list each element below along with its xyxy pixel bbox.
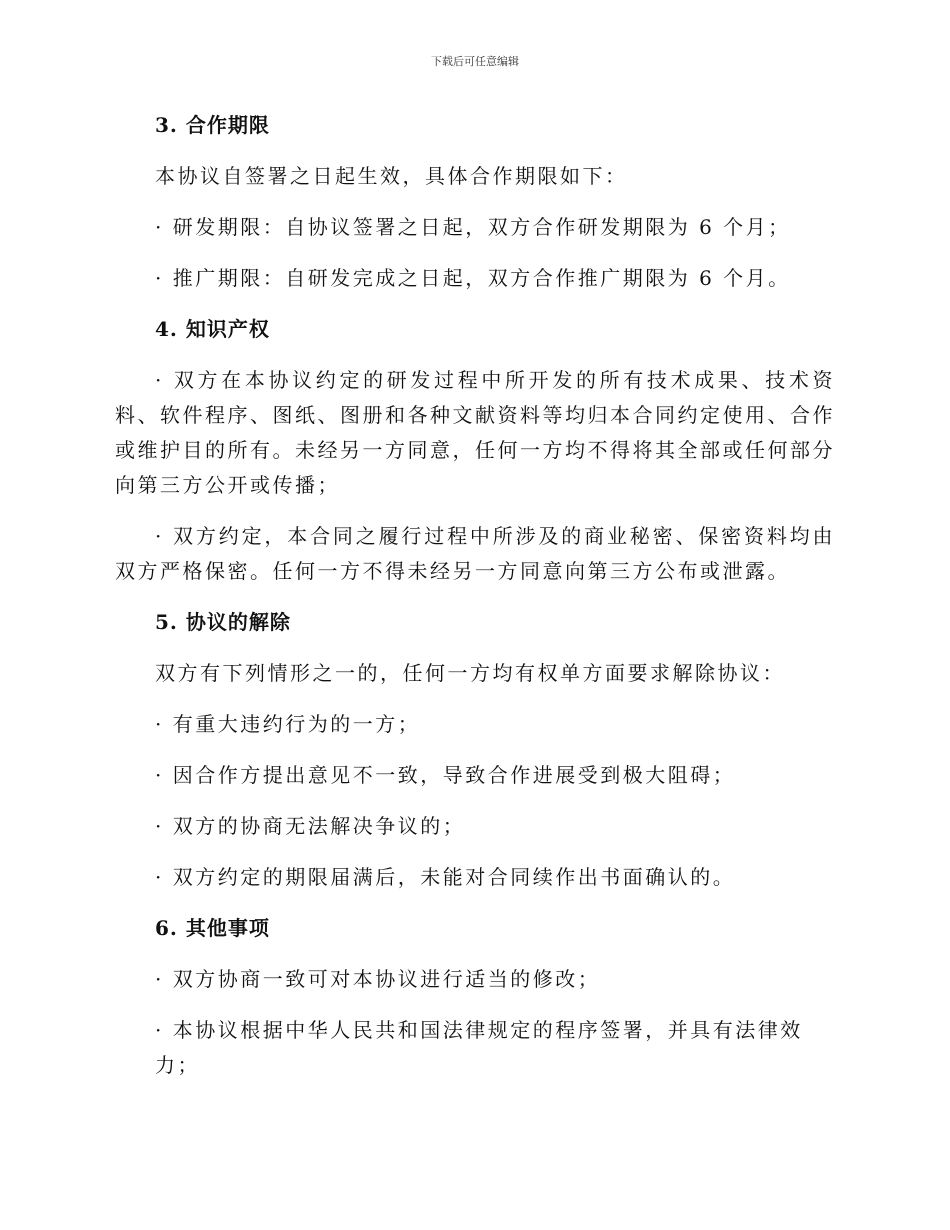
section-heading-other: 6. 其他事项	[155, 916, 270, 940]
ip-ownership-paragraph: · 双方在本协议约定的研发过程中所开发的所有技术成果、技术资料、软件程序、图纸、图册和各种文献资料等均归本合同约定使用、合作或维护目的所有。未经另一方同意，任何一方均不得将其全部或任何部分向第三方公开或传播；	[115, 368, 835, 497]
termination-item-expiry: · 双方约定的期限届满后，未能对合同续作出书面确认的。	[155, 865, 736, 889]
section-heading-ip: 4. 知识产权	[155, 317, 270, 341]
document-body	[115, 108, 835, 1099]
term-rd-period: · 研发期限：自协议签署之日起，双方合作研发期限为 6 个月；	[155, 215, 791, 239]
term-promotion-period: · 推广期限：自研发完成之日起，双方合作推广期限为 6 个月。	[155, 266, 791, 290]
term-intro: 本协议自签署之日起生效，具体合作期限如下：	[155, 164, 628, 188]
section-heading-term: 3. 合作期限	[155, 113, 270, 137]
other-item-amendment: · 双方协商一致可对本协议进行适当的修改；	[155, 967, 601, 991]
section-heading-termination: 5. 协议的解除	[155, 610, 291, 634]
termination-item-dispute: · 双方的协商无法解决争议的；	[155, 814, 466, 838]
termination-item-breach: · 有重大违约行为的一方；	[155, 712, 421, 736]
ip-confidentiality-paragraph: · 双方约定，本合同之履行过程中所涉及的商业秘密、保密资料均由双方严格保密。任何一方不得未经另一方同意向第三方公布或泄露。	[115, 524, 835, 583]
page-header-note: 下载后可任意编辑	[431, 55, 519, 68]
termination-intro: 双方有下列情形之一的，任何一方均有权单方面要求解除协议：	[155, 661, 785, 685]
termination-item-disagreement: · 因合作方提出意见不一致，导致合作进展受到极大阻碍；	[155, 763, 736, 787]
other-item-legal-effect: · 本协议根据中华人民共和国法律规定的程序签署，并具有法律效力；	[155, 1018, 803, 1077]
